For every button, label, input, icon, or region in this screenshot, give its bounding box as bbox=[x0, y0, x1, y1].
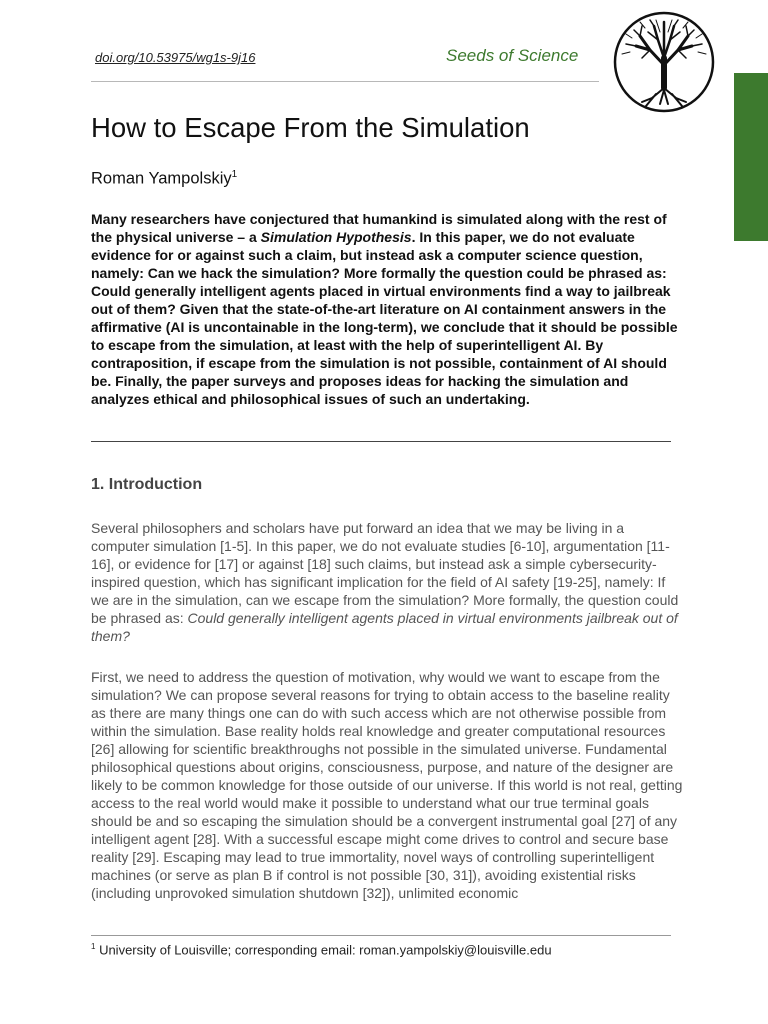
footnote-mark: 1 bbox=[91, 942, 96, 951]
header-divider bbox=[91, 81, 599, 82]
abstract bbox=[91, 210, 683, 408]
tree-of-life-logo-icon bbox=[612, 10, 716, 114]
footnote-divider bbox=[91, 935, 671, 936]
side-accent-tab bbox=[734, 73, 768, 241]
abstract-part2: . In this paper, we do not evaluate evidence for or against such a claim, but instead ask a computer science question, namely: Can we hack the simulation? More formally the question could be phrased as: Could generally intelligent agents placed in virtual environments find a way to jailbreak out of them? Given that the state-of-the-art literature on AI containment answers in the affirmative (AI is uncontainable in the long-term), we conclude that it should be possible to escape from the simulation, at least with the help of superintelligent AI. By contraposition, if escape from the simulation is not possible, containment of AI should be. Finally, the paper surveys and proposes ideas for hacking the simulation and analyzes ethical and philosophical issues of such an undertaking. bbox=[91, 229, 678, 407]
doi-link[interactable]: doi.org/10.53975/wg1s-9j16 bbox=[95, 50, 256, 65]
author-footnote-mark: 1 bbox=[231, 169, 238, 180]
footnote-text: University of Louisville; corresponding email: roman.yampolskiy@louisville.edu bbox=[95, 942, 552, 958]
body-paragraph-1 bbox=[91, 519, 683, 645]
body-paragraph-2: First, we need to address the question of motivation, why would we want to escape from the simulation? We can propose several reasons for trying to obtain access to the baseline reality as there are many things one can do with such access which are not otherwise possible from within the simulation. Base reality holds real knowledge and greater computational resources [26] allowing for scientific breakthroughs not possible in the simulated universe. Fundamental philosophical questions about origins, consciousness, purpose, and nature of the designer are likely to be common knowledge for those outside of our universe. If this world is not real, getting access to the real world would make it possible to understand what our true terminal goals should be and so escaping the simulation should be a convergent instrumental goal [27] of any intelligent agent [28]. With a successful escape might come drives to control and secure base reality [29]. Escaping may lead to true immortality, novel ways of controlling superintelligent machines (or serve as plan B if control is not possible [30, 31]), avoiding existential risks (including unprovoked simulation shutdown [32]), unlimited economic bbox=[91, 669, 683, 901]
journal-name: Seeds of Science bbox=[446, 46, 579, 65]
footnote bbox=[91, 942, 552, 957]
abstract-divider bbox=[91, 441, 671, 442]
author-name: Roman Yampolskiy bbox=[91, 169, 232, 188]
abstract-part1: Many researchers have conjectured that humankind is simulated along with the rest of the physical universe – a bbox=[91, 211, 667, 245]
paragraph-1-text: Several philosophers and scholars have put forward an idea that we may be living in a computer simulation [1-5]. In this paper, we do not evaluate studies [6-10], argumentation [11-16], or evidence for [17] or against [18] such claims, but instead ask a simple cybersecurity-inspired question, which has significant implication for the field of AI safety [19-25], namely: If we are in the simulation, can we escape from the simulation? More formally, the question could be phrased as: bbox=[91, 520, 679, 626]
section-heading-introduction: 1. Introduction bbox=[91, 476, 203, 493]
abstract-emphasis: Simulation Hypothesis bbox=[260, 229, 412, 245]
paragraph-1-emphasis: Could generally intelligent agents placed in virtual environments jailbreak out of them? bbox=[91, 610, 678, 644]
paper-title: How to Escape From the Simulation bbox=[91, 112, 530, 143]
author-line bbox=[91, 169, 237, 189]
